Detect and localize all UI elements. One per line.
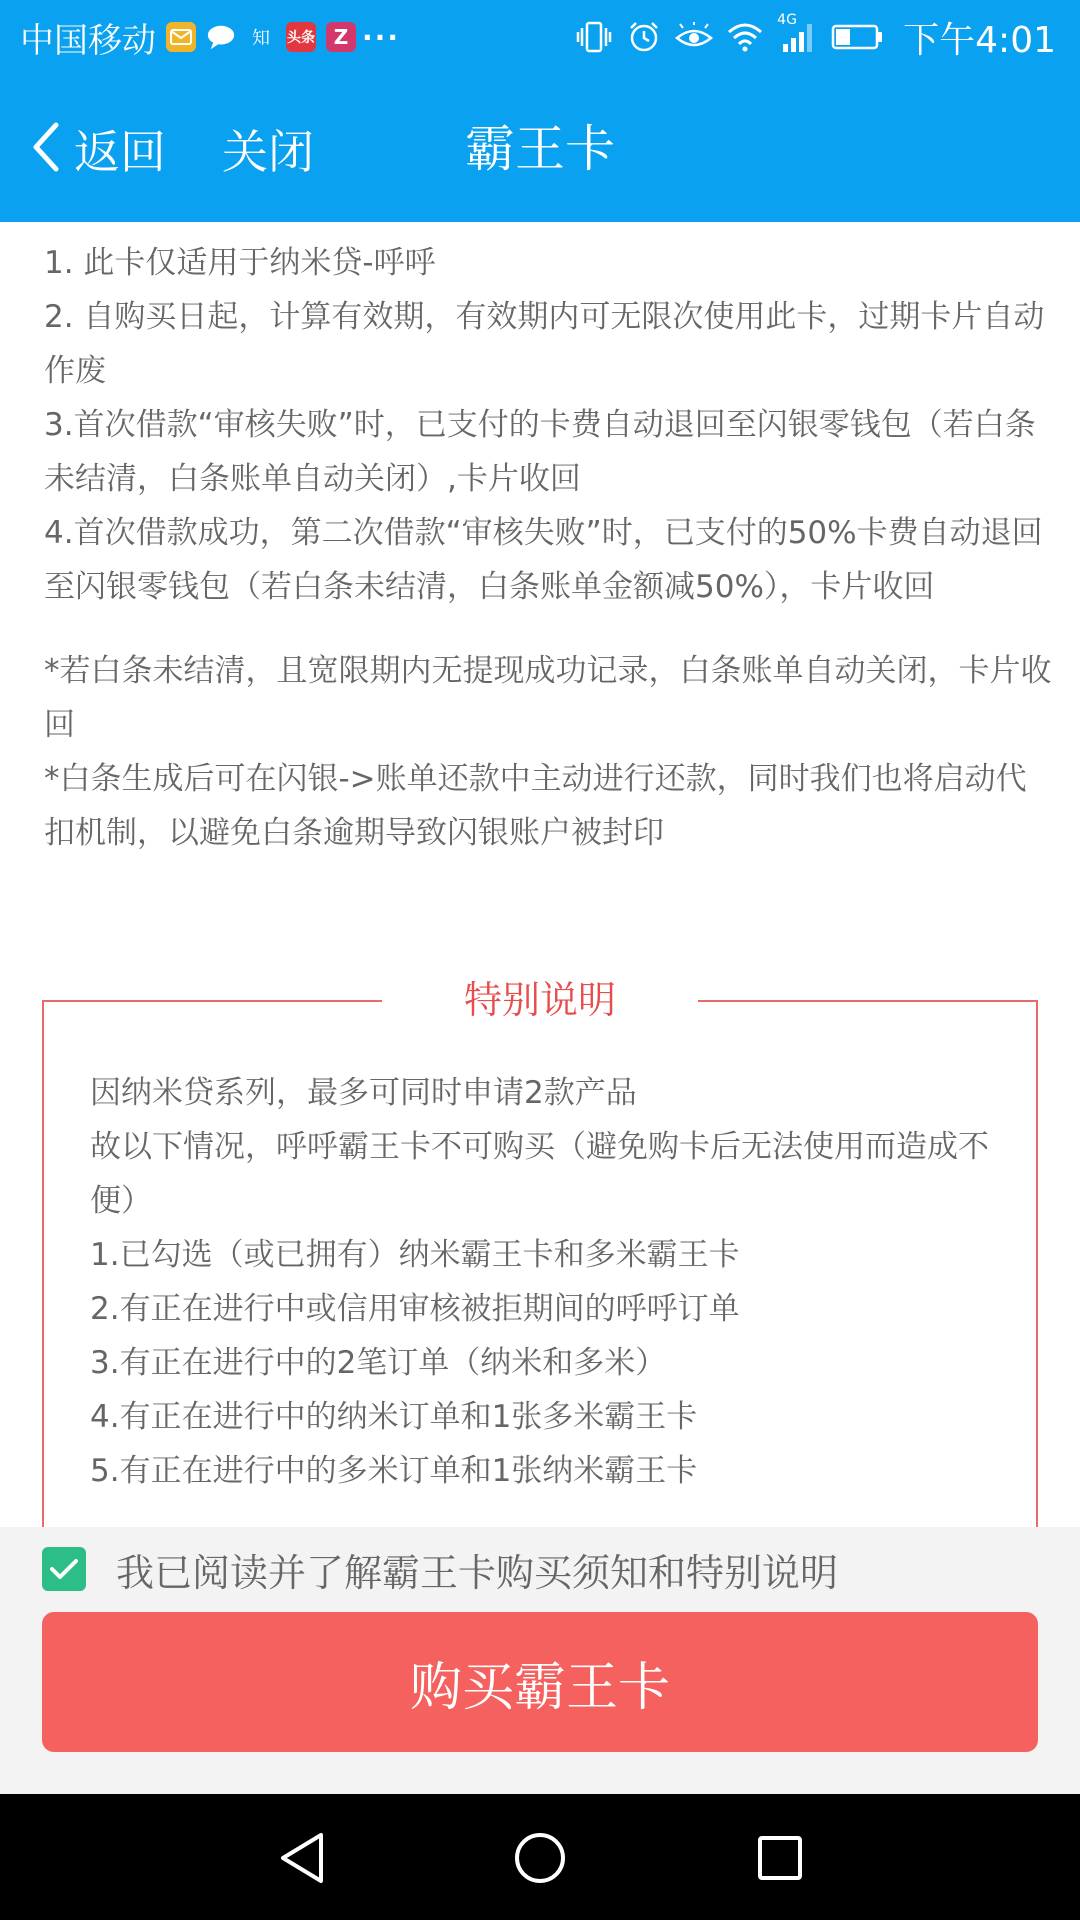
triangle-back-icon — [277, 1831, 327, 1885]
purchase-notice — [44, 236, 1054, 860]
alarm-icon — [627, 20, 661, 54]
agreement-label: 我已阅读并了解霸王卡购买须知和特别说明 — [116, 1550, 839, 1595]
special-line: 3.有正在进行中的2笔订单（纳米和多米） — [90, 1345, 667, 1381]
zhihu-icon: 知 — [252, 28, 270, 49]
system-recents-button[interactable] — [748, 1826, 812, 1890]
top-bar — [0, 0, 1080, 222]
carrier-name: 中国移动 — [20, 20, 156, 61]
notice-note: *白条生成后可在闪银->账单还款中主动进行还款，同时我们也将启动代扣机制，以避免白条逾期导致闪银账户被封印 — [44, 761, 1027, 851]
agreement-checkbox[interactable] — [42, 1547, 86, 1591]
special-notice-list — [90, 1066, 990, 1498]
status-time: 下午4:01 — [903, 19, 1056, 61]
notice-item: 3.首次借款“审核失败”时，已支付的卡费自动退回至闪银零钱包（若白条未结清，白条账单自动关闭）,卡片收回 — [44, 407, 1036, 497]
system-nav-bar — [0, 1794, 1080, 1920]
notice-note: *若白条未结清，且宽限期内无提现成功记录，白条账单自动关闭，卡片收回 — [44, 653, 1052, 743]
system-back-button[interactable] — [270, 1826, 334, 1890]
spacer — [44, 614, 1054, 644]
network-type-label: 4G — [777, 12, 797, 28]
signal-icon — [777, 12, 817, 54]
special-notice-title: 特别说明 — [382, 972, 698, 1028]
content-area[interactable] — [0, 222, 1080, 1527]
square-recents-icon — [756, 1834, 804, 1882]
bottom-action-area — [0, 1527, 1080, 1794]
special-line: 5.有正在进行中的多米订单和1张纳米霸王卡 — [90, 1453, 698, 1489]
system-home-button[interactable] — [508, 1826, 572, 1890]
special-line: 因纳米贷系列，最多可同时申请2款产品 — [90, 1075, 637, 1111]
checkmark-icon — [49, 1557, 79, 1581]
wifi-icon — [727, 22, 763, 52]
special-line: 故以下情况，呼呼霸王卡不可购买（避免购卡后无法使用而造成不便） — [90, 1129, 989, 1219]
back-label: 返回 — [74, 125, 166, 179]
page-title: 霸王卡 — [465, 120, 615, 178]
notice-item: 2. 自购买日起，计算有效期，有效期内可无限次使用此卡，过期卡片自动作废 — [44, 299, 1045, 389]
chat-icon — [206, 22, 236, 52]
special-notice-box — [42, 978, 1038, 1527]
vibrate-icon — [575, 20, 613, 54]
circle-home-icon — [513, 1831, 567, 1885]
buy-card-button[interactable]: 购买霸王卡 — [42, 1612, 1038, 1752]
status-bar — [0, 0, 1080, 74]
close-button[interactable]: 关闭 — [222, 125, 314, 179]
eye-icon — [675, 22, 713, 52]
special-line: 4.有正在进行中的纳米订单和1张多米霸王卡 — [90, 1399, 698, 1435]
agreement-row[interactable] — [42, 1539, 838, 1599]
status-bar-left — [20, 14, 400, 61]
header — [0, 74, 1080, 222]
z-app-icon: Z — [326, 22, 356, 52]
special-line: 1.已勾选（或已拥有）纳米霸王卡和多米霸王卡 — [90, 1237, 740, 1273]
notice-item: 4.首次借款成功，第二次借款“审核失败”时，已支付的50%卡费自动退回至闪银零钱包（若白条未结清，白条账单金额减50%），卡片收回 — [44, 515, 1043, 605]
special-line: 2.有正在进行中或信用审核被拒期间的呼呼订单 — [90, 1291, 740, 1327]
notice-item: 1. 此卡仅适用于纳米贷-呼呼 — [44, 245, 436, 281]
battery-icon — [831, 23, 883, 51]
more-notifications-icon: ··· — [362, 20, 400, 54]
status-bar-right — [575, 14, 1056, 60]
toutiao-icon: 头条 — [286, 22, 316, 52]
mail-icon — [166, 22, 196, 52]
